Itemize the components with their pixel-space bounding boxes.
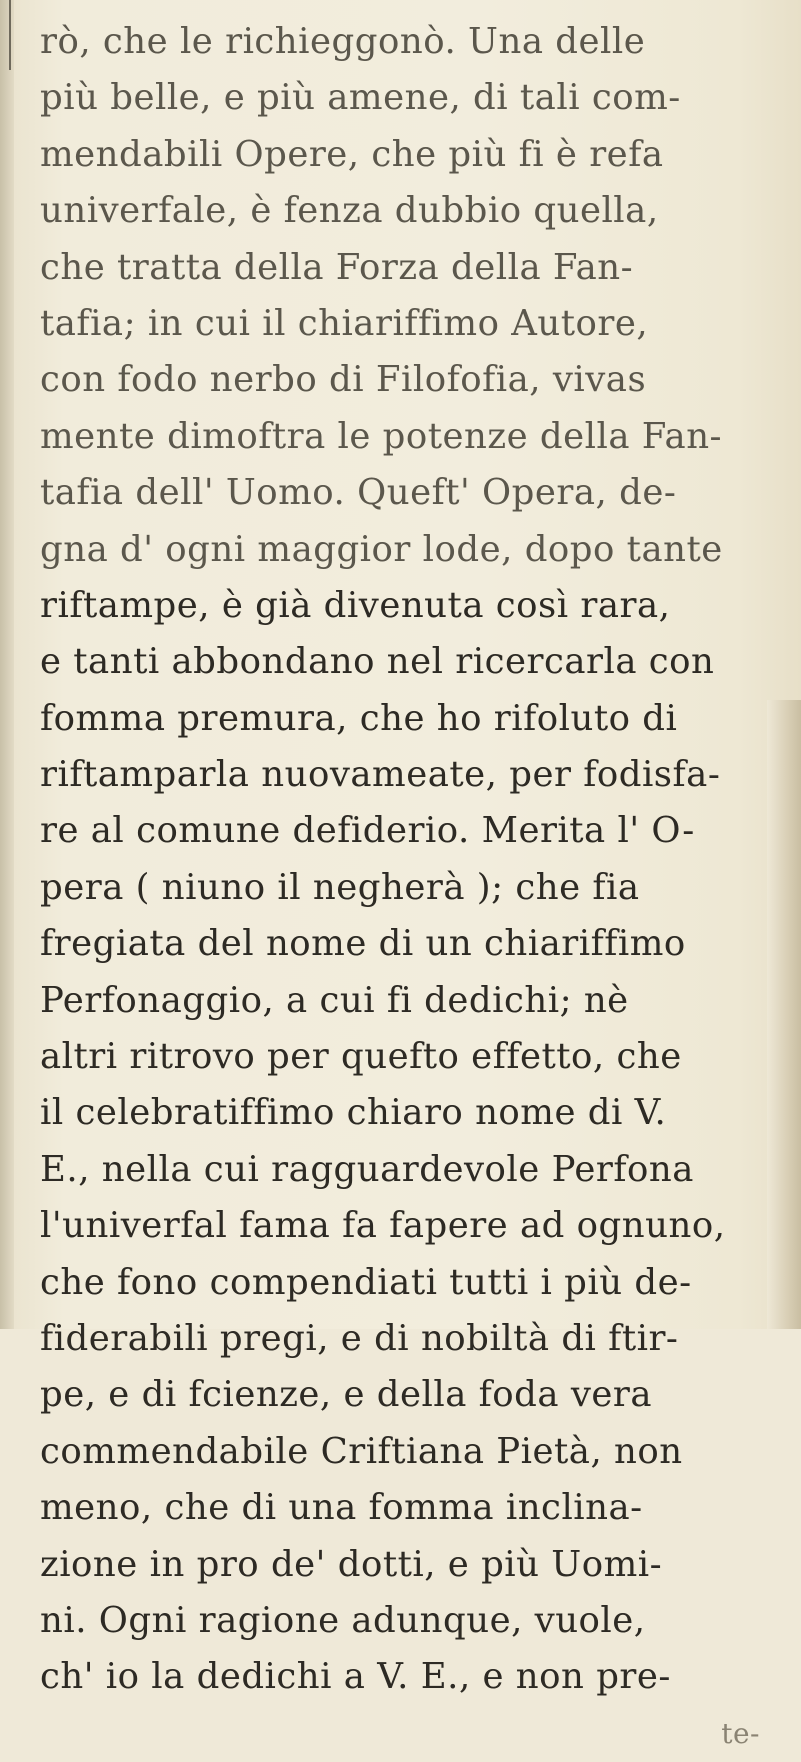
text-line: fomma premura, che ho rifoluto di bbox=[40, 697, 678, 739]
text-line: E., nella cui ragguardevole Perfona bbox=[40, 1148, 694, 1190]
text-line: fregiata del nome di un chiariffimo bbox=[40, 923, 686, 965]
text-line: riftampe, è già divenuta così rara, bbox=[40, 584, 671, 626]
text-line: più belle, e più amene, di tali com- bbox=[40, 77, 681, 119]
page-edge-shadow bbox=[767, 700, 801, 1329]
book-spine-shadow bbox=[0, 0, 14, 1329]
text-line: commendabile Criftiana Pietà, non bbox=[40, 1430, 683, 1472]
text-line: mendabili Opere, che più fi è refa bbox=[40, 133, 664, 175]
text-line: con fodo nerbo di Filofofia, vivas bbox=[40, 359, 647, 401]
spine-crease bbox=[9, 0, 11, 70]
text-line: zione in pro de' dotti, e più Uomi- bbox=[40, 1543, 663, 1585]
text-line: l'univerfal fama fa fapere ad ognuno, bbox=[40, 1205, 726, 1247]
text-line: altri ritrovo per quefto effetto, che bbox=[40, 1036, 682, 1078]
text-line: ch' io la dedichi a V. E., e non pre- bbox=[40, 1656, 671, 1698]
text-line: mente dimoftra le potenze della Fan- bbox=[40, 415, 723, 457]
text-line: gna d' ogni maggior lode, dopo tante bbox=[40, 528, 723, 570]
text-line: rò, che le richieggonò. Una delle bbox=[40, 21, 646, 62]
text-line: re al comune defiderio. Merita l' O- bbox=[40, 810, 695, 852]
text-line: pe, e di fcienze, e della foda vera bbox=[40, 1374, 653, 1416]
text-line: riftamparla nuovameate, per fodisfa- bbox=[40, 754, 721, 796]
text-line: univerfale, è fenza dubbio quella, bbox=[40, 190, 659, 232]
text-line: fiderabili pregi, e di nobiltà di ftir- bbox=[40, 1317, 679, 1359]
text-line: pera ( niuno il negherà ); che fia bbox=[40, 866, 640, 908]
text-line: il celebratiffimo chiaro nome di V. bbox=[40, 1092, 667, 1134]
text-line: e tanti abbondano nel ricercarla con bbox=[40, 641, 715, 683]
text-line: tafia; in cui il chiariffimo Autore, bbox=[40, 302, 649, 344]
text-line: che fono compendiati tutti i più de- bbox=[40, 1261, 692, 1303]
text-line: tafia dell' Uomo. Queft' Opera, de- bbox=[40, 472, 677, 514]
catchword: te- bbox=[721, 1716, 760, 1750]
text-line: ni. Ogni ragione adunque, vuole, bbox=[40, 1599, 646, 1641]
text-line: che tratta della Forza della Fan- bbox=[40, 246, 634, 288]
text-line: Perfonaggio, a cui fi dedichi; nè bbox=[40, 979, 629, 1021]
text-line: meno, che di una fomma inclina- bbox=[40, 1487, 643, 1529]
body-text bbox=[40, 14, 760, 1762]
